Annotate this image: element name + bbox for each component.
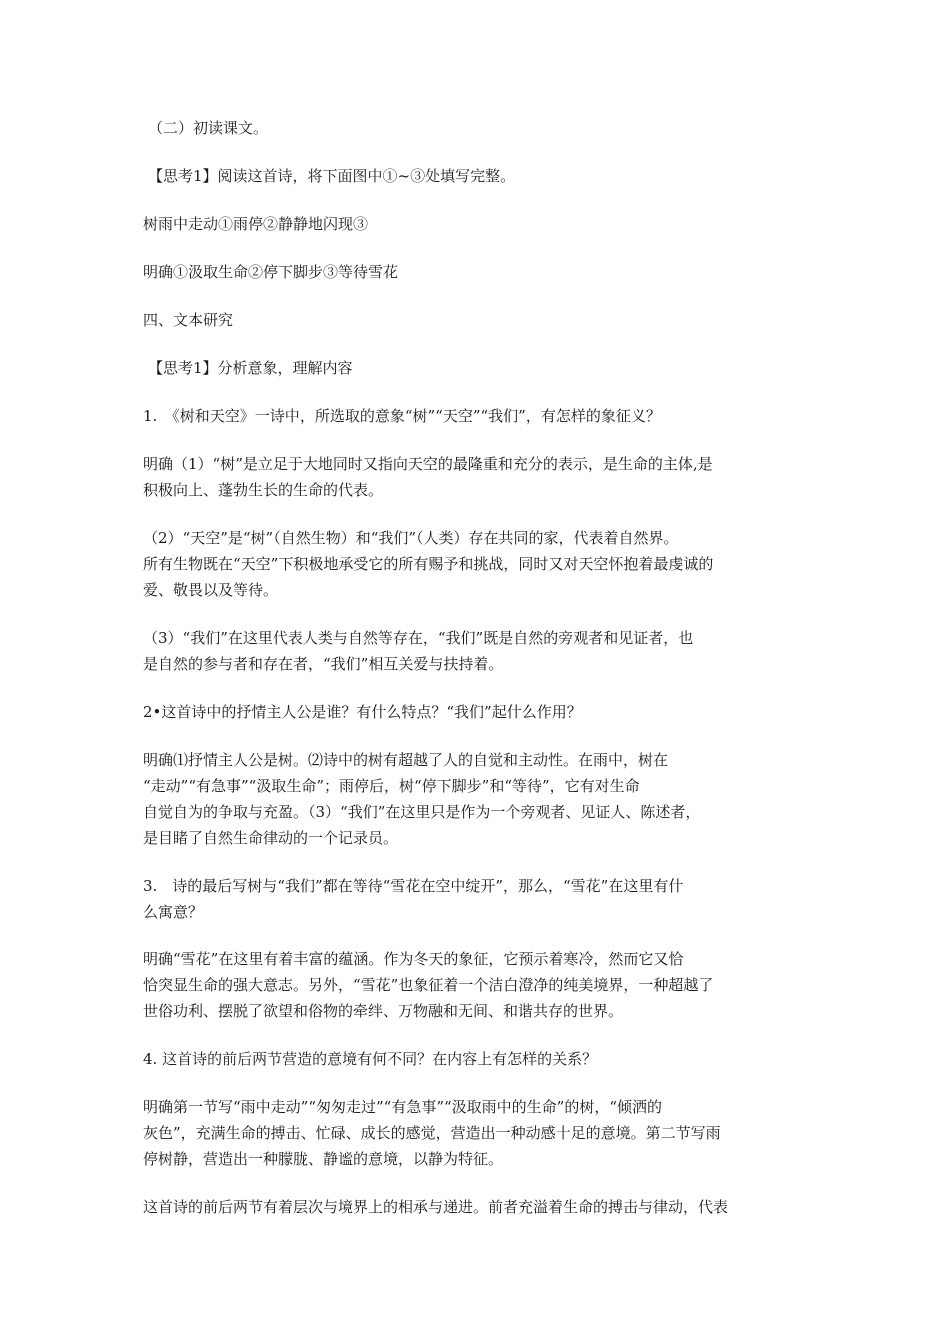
answer-paragraph-1	[143, 451, 815, 503]
paragraph-line: 2•这首诗中的抒情主人公是谁？有什么特点？“我们”起什么作用？	[143, 703, 582, 721]
question-2	[143, 699, 815, 725]
answer-paragraph-question-2	[143, 747, 815, 851]
paragraph-line: 1. 《树和天空》一诗中，所选取的意象“树”“天空”“我们”，有怎样的象征义？	[143, 407, 661, 425]
paragraph-line: 树雨中走动①雨停②静静地闪现③	[143, 215, 369, 233]
paragraph-line: 四、文本研究	[143, 311, 234, 329]
answer-paragraph-3	[143, 625, 815, 677]
paragraph-line: 4. 这首诗的前后两节营造的意境有何不同？在内容上有怎样的关系？	[143, 1050, 598, 1068]
paragraph-line: 停树静，营造出一种朦胧、静谧的意境，以静为特征。	[143, 1150, 504, 1168]
paragraph-line: 恰突显生命的强大意志。另外，“雪花”也象征着一个洁白澄净的纯美境界，一种超越了	[143, 976, 714, 994]
paragraph-line: 自觉自为的争取与充盈。（3）“我们”在这里只是作为一个旁观者、见证人、陈述者，	[143, 803, 701, 821]
diagram-text	[143, 211, 815, 237]
paragraph-line: 灰色”，充满生命的搏击、忙碌、成长的感觉，营造出一种动感十足的意境。第二节写雨	[143, 1124, 721, 1142]
paragraph-line: 【思考1】阅读这首诗，将下面图中①~③处填写完整。	[148, 167, 516, 185]
paragraph-line: 积极向上、蓬勃生长的生命的代表。	[143, 481, 384, 499]
question-3	[143, 873, 815, 925]
paragraph-line: 世俗功利、摆脱了欲望和俗物的牵绊、万物融和无间、和谐共存的世界。	[143, 1002, 624, 1020]
paragraph-line: 爱、敬畏以及等待。	[143, 581, 279, 599]
answer-paragraph-question-4	[143, 1094, 815, 1172]
paragraph-line: “走动”“有急事”“汲取生命”；雨停后，树“停下脚步”和“等待”，它有对生命	[143, 777, 640, 795]
paragraph-line: 么寓意？	[143, 903, 204, 921]
answer-paragraph-diagram	[143, 259, 815, 285]
paragraph-line: 明确第一节写“雨中走动”“匆匆走过”“有急事”“汲取雨中的生命”的树，“倾洒的	[143, 1098, 663, 1116]
paragraph-line: 明确⑴抒情主人公是树。⑵诗中的树有超越了人的自觉和主动性。在雨中，树在	[143, 751, 669, 769]
answer-paragraph-2	[143, 525, 815, 603]
think-prompt-1	[148, 163, 820, 189]
paragraph-line: 【思考1】分析意象，理解内容	[148, 359, 353, 377]
closing-paragraph	[143, 1194, 815, 1220]
think-prompt-analysis	[148, 355, 820, 381]
paragraph-line: （3）“我们”在这里代表人类与自然等存在，“我们”既是自然的旁观者和见证者，也	[143, 629, 694, 647]
answer-paragraph-question-3	[143, 946, 815, 1024]
paragraph-line: 是自然的参与者和存在者，“我们”相互关爱与扶持着。	[143, 655, 504, 673]
paragraph-line: （二）初读课文。	[148, 119, 269, 137]
paragraph-line: 明确（1）“树”是立足于大地同时又指向天空的最隆重和充分的表示，是生命的主体,是	[143, 455, 713, 473]
section-heading-first-reading	[148, 115, 820, 141]
question-1	[143, 403, 815, 429]
paragraph-line: 明确“雪花”在这里有着丰富的蕴涵。作为冬天的象征，它预示着寒冷，然而它又恰	[143, 950, 684, 968]
paragraph-line: 明确①汲取生命②停下脚步③等待雪花	[143, 263, 399, 281]
question-4	[143, 1046, 815, 1072]
paragraph-line: 这首诗的前后两节有着层次与境界上的相承与递进。前者充溢着生命的搏击与律动，代表	[143, 1198, 729, 1216]
paragraph-line: （2）“天空”是“树”（自然生物）和“我们”（人类）存在共同的家，代表着自然界。	[143, 529, 679, 547]
paragraph-line: 所有生物既在“天空”下积极地承受它的所有赐予和挑战，同时又对天空怀抱着最虔诚的	[143, 555, 714, 573]
paragraph-line: 3. 诗的最后写树与“我们”都在等待“雪花在空中绽开”，那么，“雪花”在这里有什	[143, 877, 684, 895]
section-heading-text-study	[143, 307, 815, 333]
paragraph-line: 是目睹了自然生命律动的一个记录员。	[143, 829, 399, 847]
